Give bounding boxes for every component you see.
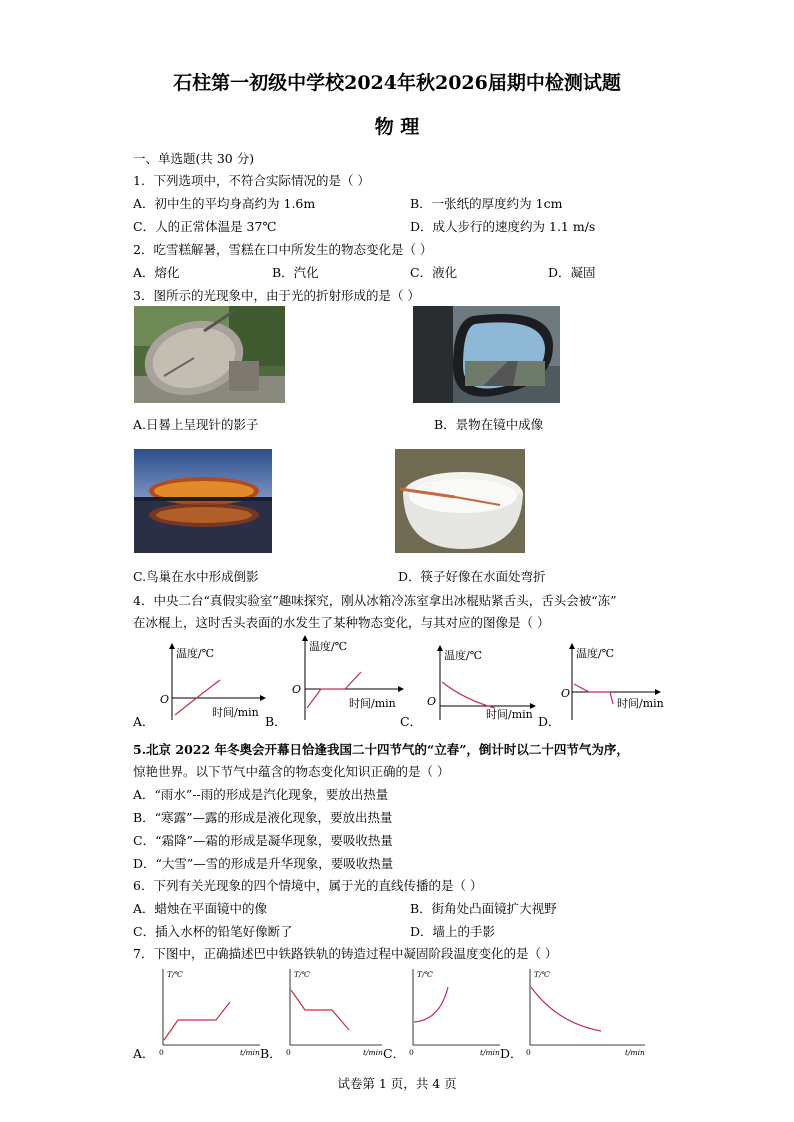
q7b-xlabel: t/min: [363, 1048, 383, 1057]
chopstick-bowl-photo: [395, 449, 525, 553]
q6-stem: 6．下列有关光现象的四个情境中，属于光的直线传播的是（ ）: [133, 878, 483, 893]
q4-graph-d: [555, 640, 665, 720]
section-heading: 一、单选题(共 30 分): [133, 151, 255, 166]
q2-option-d: D．凝固: [548, 265, 596, 280]
subject-title: 物 理: [374, 116, 420, 138]
q7-label-a: A．: [133, 1046, 155, 1061]
q7b-origin: 0: [286, 1048, 291, 1057]
q7c-curve: [414, 987, 448, 1022]
q4d-origin: O: [561, 687, 571, 700]
exam-title: 石柱第一初级中学校2024年秋2026届期中检测试题: [173, 72, 621, 94]
q7a-curve: [164, 1002, 230, 1040]
q1-stem: 1．下列选项中，不符合实际情况的是（ ）: [133, 173, 370, 188]
q4-stem-line1: 4．中央二台“真假实验室”趣味探究，刚从冰箱冷冻室拿出冰棍贴紧舌头，舌头会被“冻”: [133, 593, 617, 608]
q7a-xlabel: t/min: [240, 1048, 260, 1057]
q7d-xlabel: t/min: [625, 1048, 645, 1057]
q7d-curve: [531, 987, 601, 1031]
q6-option-b: B．街角处凸面镜扩大视野: [410, 901, 557, 916]
q7-graph-b: [277, 965, 387, 1060]
q5-option-c: C．“霜降”—霜的形成是凝华现象，要吸收热量: [133, 833, 393, 848]
q5-option-a: A．“雨水”--雨的形成是汽化现象，要放出热量: [133, 787, 389, 802]
q7-graph-a: [150, 965, 265, 1060]
q4b-origin: O: [292, 683, 302, 696]
q7-label-b: B．: [260, 1046, 282, 1061]
q1-option-a: A．初中生的平均身高约为 1.6m: [133, 196, 316, 211]
q4c-curve: [442, 682, 495, 708]
q7-label-c: C．: [383, 1046, 406, 1061]
q4-label-d: D．: [538, 714, 561, 729]
q4-graph-c: [420, 642, 540, 722]
q2-option-a: A．熔化: [133, 265, 180, 280]
q4c-origin: O: [427, 695, 437, 708]
q3-option-c: C.鸟巢在水中形成倒影: [133, 569, 259, 584]
q4c-xlabel: 时间/min: [486, 708, 533, 721]
q7-stem: 7．下图中，正确描述巴中铁路铁轨的铸造过程中凝固阶段温度变化的是（ ）: [133, 946, 558, 961]
q4-stem-line2: 在冰棍上，这时舌头表面的水发生了某种物态变化，与其对应的图像是（ ）: [133, 615, 550, 630]
q4a-origin: O: [160, 693, 170, 706]
q4d-xlabel: 时间/min: [617, 697, 664, 710]
q4-graph-a: [140, 640, 270, 720]
q4-graph-b: [283, 632, 408, 722]
q5-stem-line1: 5.北京 2022 年冬奥会开幕日恰逢我国二十四节气的“立春”，倒计时以二十四节气为序，: [133, 742, 629, 757]
q4d-curve: [574, 684, 613, 704]
q7d-origin: 0: [526, 1048, 531, 1057]
q7c-origin: 0: [409, 1048, 414, 1057]
q6-option-c: C．插入水杯的铅笔好像断了: [133, 924, 293, 939]
q7a-ylabel: T/℃: [167, 970, 183, 979]
q3-option-b: B．景物在镜中成像: [434, 417, 544, 432]
q7c-ylabel: T/℃: [417, 970, 433, 979]
q7b-curve: [291, 990, 349, 1030]
q4-label-b: B．: [265, 714, 287, 729]
q2-stem: 2．吃雪糕解暑，雪糕在口中所发生的物态变化是（ ）: [133, 242, 433, 257]
q7d-ylabel: T/℃: [534, 970, 550, 979]
q4c-ylabel: 温度/℃: [444, 649, 483, 662]
q4b-xlabel: 时间/min: [349, 697, 396, 710]
q3-option-a: A.日晷上呈现针的影子: [133, 417, 259, 432]
q6-option-d: D．墙上的手影: [410, 924, 496, 939]
q2-option-c: C．液化: [410, 265, 458, 280]
q3-option-d: D．筷子好像在水面处弯折: [398, 569, 546, 584]
q5-option-b: B．“寒露”—露的形成是液化现象，要放出热量: [133, 810, 393, 825]
q1-option-c: C．人的正常体温是 37℃: [133, 219, 277, 234]
q7c-xlabel: t/min: [480, 1048, 500, 1057]
sundial-photo: [134, 306, 285, 403]
q7-graph-d: [517, 965, 652, 1060]
q4-label-c: C．: [400, 714, 423, 729]
q7-label-d: D．: [500, 1046, 523, 1061]
page-footer: 试卷第 1 页，共 4 页: [337, 1076, 457, 1091]
q4d-ylabel: 温度/℃: [576, 647, 615, 660]
q7-graph-c: [400, 965, 505, 1060]
q1-option-b: B．一张纸的厚度约为 1cm: [410, 196, 563, 211]
q2-option-b: B．汽化: [272, 265, 319, 280]
birds-nest-photo: [134, 449, 272, 553]
q4a-xlabel: 时间/min: [212, 706, 259, 719]
q5-stem-line2: 惊艳世界。以下节气中蕴含的物态变化知识正确的是（ ）: [133, 764, 450, 779]
q4-label-a: A．: [133, 714, 155, 729]
q4a-ylabel: 温度/℃: [176, 647, 215, 660]
q7a-origin: 0: [159, 1048, 164, 1057]
q7b-ylabel: T/℃: [294, 970, 310, 979]
q5-option-d: D．“大雪”—雪的形成是升华现象，要吸收热量: [133, 856, 394, 871]
q1-option-d: D．成人步行的速度约为 1.1 m/s: [410, 219, 596, 234]
q6-option-a: A．蜡烛在平面镜中的像: [133, 901, 268, 916]
car-mirror-photo: [413, 306, 560, 403]
q4b-ylabel: 温度/℃: [309, 640, 348, 653]
q3-stem: 3．图所示的光现象中，由于光的折射形成的是（ ）: [133, 288, 420, 303]
